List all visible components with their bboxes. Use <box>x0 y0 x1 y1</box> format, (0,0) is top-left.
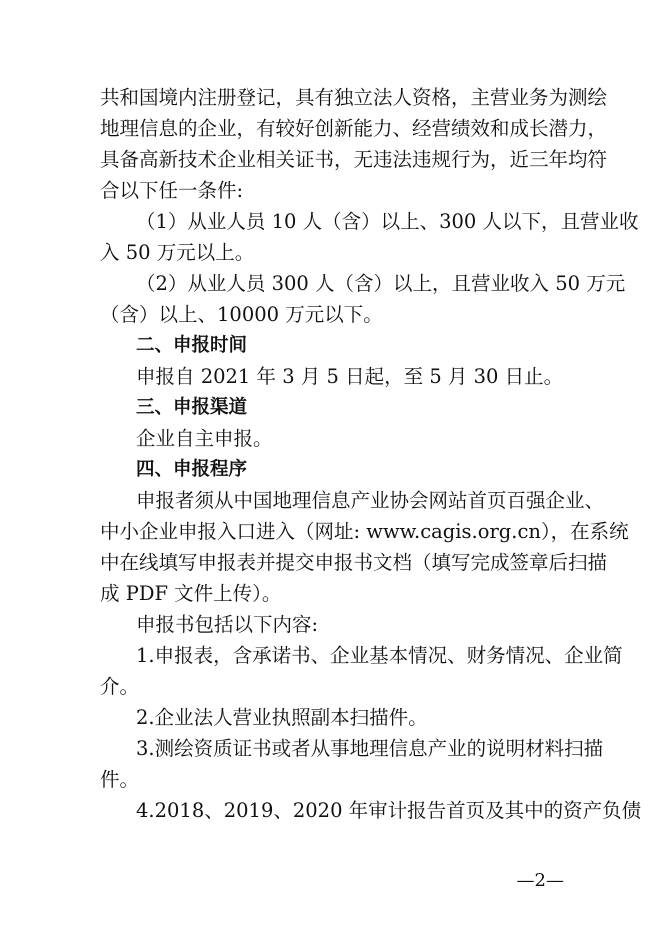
procedure-line-2: 中小企业申报入口进入（网址: www.cagis.org.cn），在系统 <box>100 520 629 543</box>
document-body <box>100 82 642 826</box>
section-heading-application-time: 二、申报时间 <box>136 335 248 356</box>
paragraph-qualification-line-4: 合以下任一条件: <box>100 179 244 202</box>
condition-1-line-2: 入 50 万元以上。 <box>100 241 255 264</box>
item-1-line-1: 1.申报表，含承诺书、企业基本情况、财务情况、企业简 <box>136 644 623 667</box>
item-2: 2.企业法人营业执照副本扫描件。 <box>136 706 428 729</box>
condition-2-line-1: （2）从业人员 300 人（含）以上，且营业收入 50 万元 <box>136 272 626 295</box>
item-1-line-2: 介。 <box>100 675 140 698</box>
paragraph-qualification-line-3: 具备高新技术企业相关证书，无违法违规行为，近三年均符 <box>100 148 608 171</box>
procedure-line-1: 申报者须从中国地理信息产业协会网站首页百强企业、 <box>136 489 605 512</box>
section-heading-application-procedure: 四、申报程序 <box>136 459 248 480</box>
procedure-line-3: 中在线填写申报表并提交申报书文档（填写完成签章后扫描 <box>100 551 608 574</box>
application-time-text: 申报自 2021 年 3 月 5 日起，至 5 月 30 日止。 <box>136 365 564 388</box>
condition-2-line-2: （含）以上、10000 万元以下。 <box>100 303 383 326</box>
item-3-line-2: 件。 <box>100 768 140 791</box>
paragraph-qualification-line-1: 共和国境内注册登记，具有独立法人资格，主营业务为测绘 <box>100 86 608 109</box>
contents-intro: 申报书包括以下内容: <box>136 613 319 636</box>
item-3-line-1: 3.测绘资质证书或者从事地理信息产业的说明材料扫描 <box>136 737 604 760</box>
page-number: —2— <box>516 870 564 891</box>
procedure-line-4: 成 PDF 文件上传）。 <box>100 582 282 605</box>
section-heading-application-channel: 三、申报渠道 <box>136 397 248 418</box>
condition-1-line-1: （1）从业人员 10 人（含）以上、300 人以下，且营业收 <box>136 210 639 233</box>
item-4-line-1: 4.2018、2019、2020 年审计报告首页及其中的资产负债 <box>136 799 642 822</box>
application-channel-text: 企业自主申报。 <box>136 427 273 450</box>
paragraph-qualification-line-2: 地理信息的企业，有较好创新能力、经营绩效和成长潜力， <box>100 117 608 140</box>
